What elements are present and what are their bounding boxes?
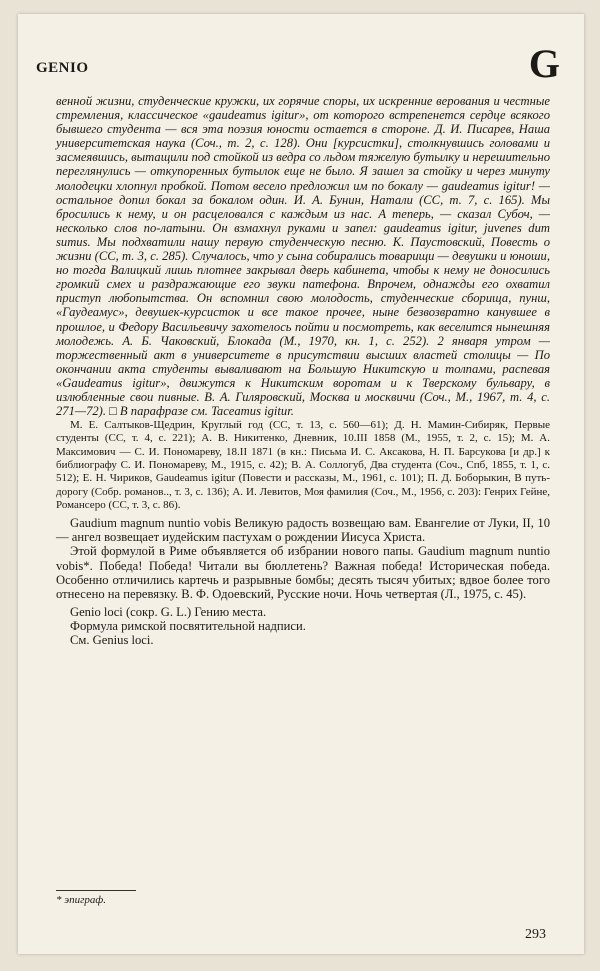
- paragraph-references: М. Е. Салтыков-Щедрин, Круглый год (СС, т. 13, с. 560—61); Д. Н. Мамин-Сибиряк, Первые студенты (СС, т. 4, с. 221); А. В. Никитенко, Дневник, 10.III 1858 (М., 1955, т. 2, с. 15); М. А. Максимович — С. И. Пономареву, 18.II 1871 (в кн.: Письма И. С. Аксакова, Н. П. Барсукова [и др.] к библиографу С. И. Пономареву, М., 1915, с. 42); В. А. Соллогуб, Два студента (Соч., Спб, 1855, т. 1, с. 512); Е. Н. Чириков, Gaudeamus igitur (Повести и рассказы, М., 1961, с. 101); П. Д. Боборыкин, В путь-дорогу (Собр. романов.., т. 3, с. 136); А. И. Левитов, Моя фамилия (Соч., М., 1956, с. 203): Генрих Гейне, Романсеро (СС, т. 3, с. 86).: [56, 419, 550, 511]
- book-page: [18, 14, 584, 954]
- footnote-rule: [56, 890, 136, 891]
- entry-gaudium-magnum: Gaudium magnum nuntio vobis Великую радость возвещаю вам. Евангелие от Луки, II, 10 — ангел возвещает иудейским пастухам о рождении Иисуса Христа.: [56, 516, 550, 545]
- running-head: GENIO: [36, 60, 89, 76]
- cross-reference: См. Genius loci.: [70, 632, 154, 647]
- page-number: 293: [525, 927, 546, 942]
- paragraph-genio-formula: Формула римской посвятительной надписи.: [70, 618, 306, 633]
- paragraph-gaudium-usage: Этой формулой в Риме объявляется об избрании нового папы. Gaudium magnum nuntio vobis*. Победа! Победа! Читали вы бюллетень? Важная победа! Историческая победа. Особенно отличились картечь и разрывные бомбы; десять тысяч убитых; вдвое более того отнесено на перевязку. В. Ф. Одоевский, Русские ночи. Ночь четвертая (Л., 1975, с. 45).: [56, 544, 550, 601]
- entry-genio-loci: Genio loci (сокр. G. L.) Гению места.: [70, 604, 267, 619]
- section-letter: G: [528, 41, 560, 86]
- dictionary-text: [56, 94, 550, 647]
- page-header: [36, 41, 566, 90]
- footnote: * эпиграф.: [56, 894, 106, 906]
- paragraph-gaudeamus-quotes: венной жизни, студенческие кружки, их горячие споры, их искренние верования и честные стремления, классическое «gaudeamus igitur», от которого встрепенется сердце всякого бывшего студента — вся эта поэзия юности остается в стороне. Д. И. Писарев, Наша университетская наука (Соч., т. 2, с. 128). Они [курсистки], столкнувшись головами и засмеявшись, вытащили под стойкой из ведра со льдом тяжелую бутылку и нерешительно переглянулись — откупоренных бутылок еще не было. Я зашел за стойку и через минуту молодецки хлопнул пробкой. Потом весело предложил им по бокалу — gaudeamus igitur! — остальное допил бокал за бокалом один. И. А. Бунин, Натали (СС, т. 7, с. 165). Мы бросились к нему, и он расцеловался с каждым из нас. А теперь, — сказал Субоч, — несколько слов по-латыни. Он взмахнул руками и запел: gaudeamus igitur, juvenes dum sumus. Мы подхватили нашу первую студенческую песню. К. Паустовский, Повесть о жизни (СС, т. 3, с. 285). Случалось, что у сына собирались товарищи — девушки и юноши, но тогда Валицкий лишь плотнее закрывал дверь кабинета, чтобы к нему не доносились громкий смех и раздражающие его звуки патефона. Впрочем, однажды его охватил приступ любопытства. Он вспомнил свою молодость, студенческие сборища, пунш, «Гаудеамус», девушек-курсисток и все такое прочее, ныне безвозвратно канувшее в прошлое, и Федору Васильевичу захотелось пойти и посмотреть, как веселится нынешняя молодежь. А. Б. Чаковский, Блокада (М., 1970, кн. 1, с. 252). 2 января утром — торжественный акт в университете в присутствии высших властей столицы — По окончании акта студенты вываливают на Большую Никитскую и толпами, распевая «Gaudeamus igitur», движутся к Никитским воротам и к Тверскому бульвару, в излюбленные свои пивные. В. А. Гиляровский, Москва и москвичи (Соч., М., 1967, т. 4, с. 271—72). □ В парафразе см. Taceamus igitur.: [56, 94, 550, 419]
